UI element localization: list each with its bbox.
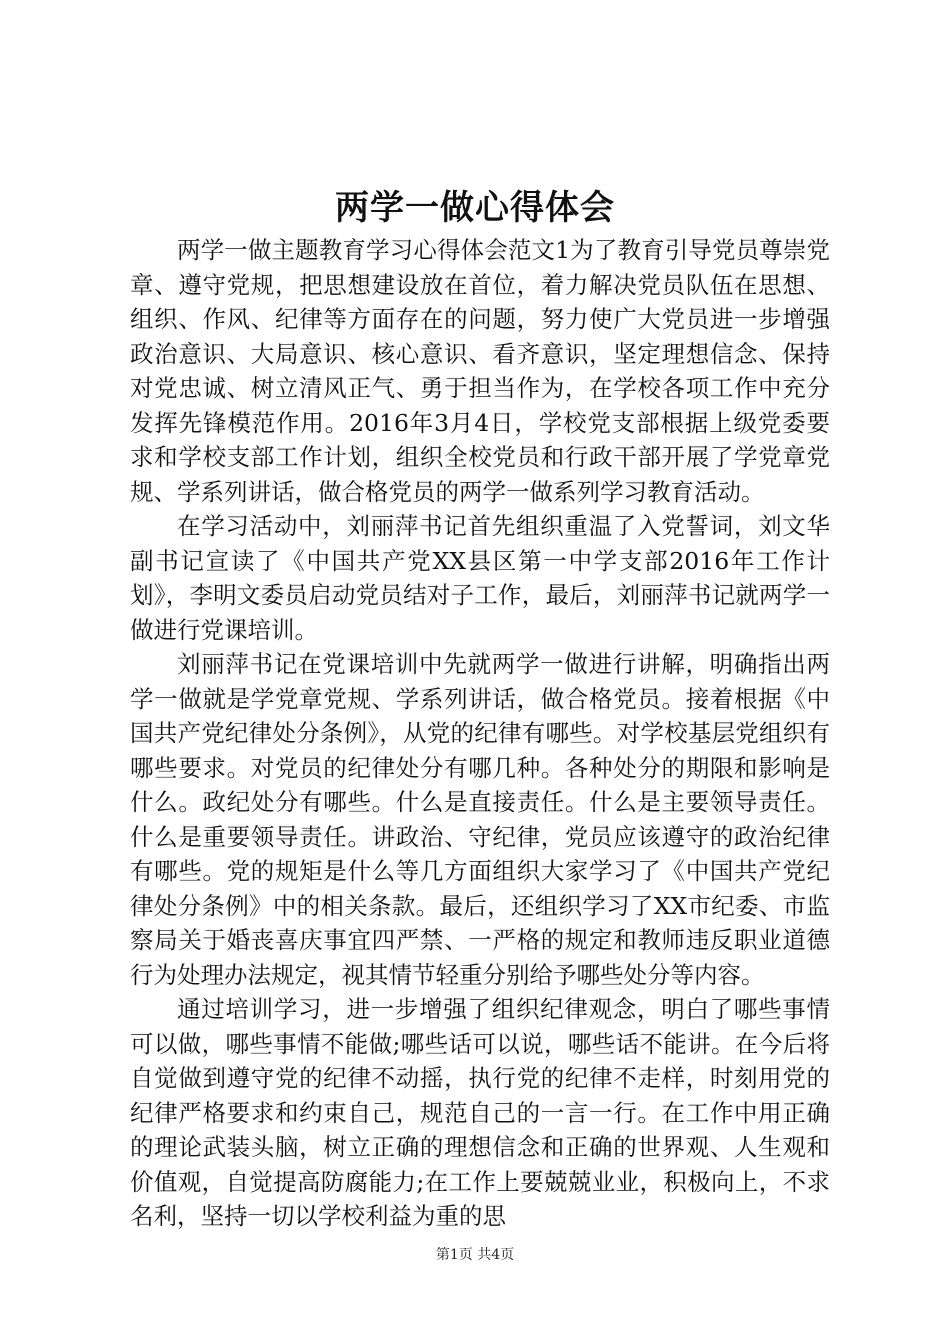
document-title: 两学一做心得体会 [335, 188, 615, 228]
body-paragraph-2: 在学习活动中，刘丽萍书记首先组织重温了入党誓词，刘文华副书记宣读了《中国共产党XX县区第一中学支部2016年工作计划》，李明文委员启动党员结对子工作，最后，刘丽萍书记就两学一做进行党课培训。 [130, 512, 830, 644]
body-paragraph-3: 刘丽萍书记在党课培训中先就两学一做进行讲解，明确指出两学一做就是学党章党规、学系列讲话，做合格党员。接着根据《中国共产党纪律处分条例》，从党的纪律有哪些。对学校基层党组织有哪些要求。对党员的纪律处分有哪几种。各种处分的期限和影响是什么。政纪处分有哪些。什么是直接责任。什么是主要领导责任。什么是重要领导责任。讲政治、守纪律，党员应该遵守的政治纪律有哪些。党的规矩是什么等几方面组织大家学习了《中国共产党纪律处分条例》中的相关条款。最后，还组织学习了XX市纪委、市监察局关于婚丧喜庆事宜四严禁、一严格的规定和教师违反职业道德行为处理办法规定，视其情节轻重分别给予哪些处分等内容。 [130, 650, 830, 989]
body-paragraph-1: 两学一做主题教育学习心得体会范文1为了教育引导党员尊崇党章、遵守党规，把思想建设放在首位，着力解决党员队伍在思想、组织、作风、纪律等方面存在的问题，努力使广大党员进一步增强政治意识、大局意识、核心意识、看齐意识，坚定理想信念、保持对党忠诚、树立清风正气、勇于担当作为，在学校各项工作中充分发挥先锋模范作用。2016年3月4日，学校党支部根据上级党委要求和学校支部工作计划，组织全校党员和行政干部开展了学党章党规、学系列讲话，做合格党员的两学一做系列学习教育活动。 [130, 236, 830, 506]
document-body [130, 233, 830, 1234]
body-paragraph-4: 通过培训学习，进一步增强了组织纪律观念，明白了哪些事情可以做，哪些事情不能做;哪些话可以说，哪些话不能讲。在今后将自觉做到遵守党的纪律不动摇，执行党的纪律不走样，时刻用党的纪律严格要求和约束自己，规范自己的一言一行。在工作中用正确的理论武装头脑，树立正确的理想信念和正确的世界观、人生观和价值观，自觉提高防腐能力;在工作上要兢兢业业，积极向上，不求名利，坚持一切以学校利益为重的思 [130, 995, 830, 1230]
page-number-footer: 第1页 共4页 [435, 1247, 515, 1263]
